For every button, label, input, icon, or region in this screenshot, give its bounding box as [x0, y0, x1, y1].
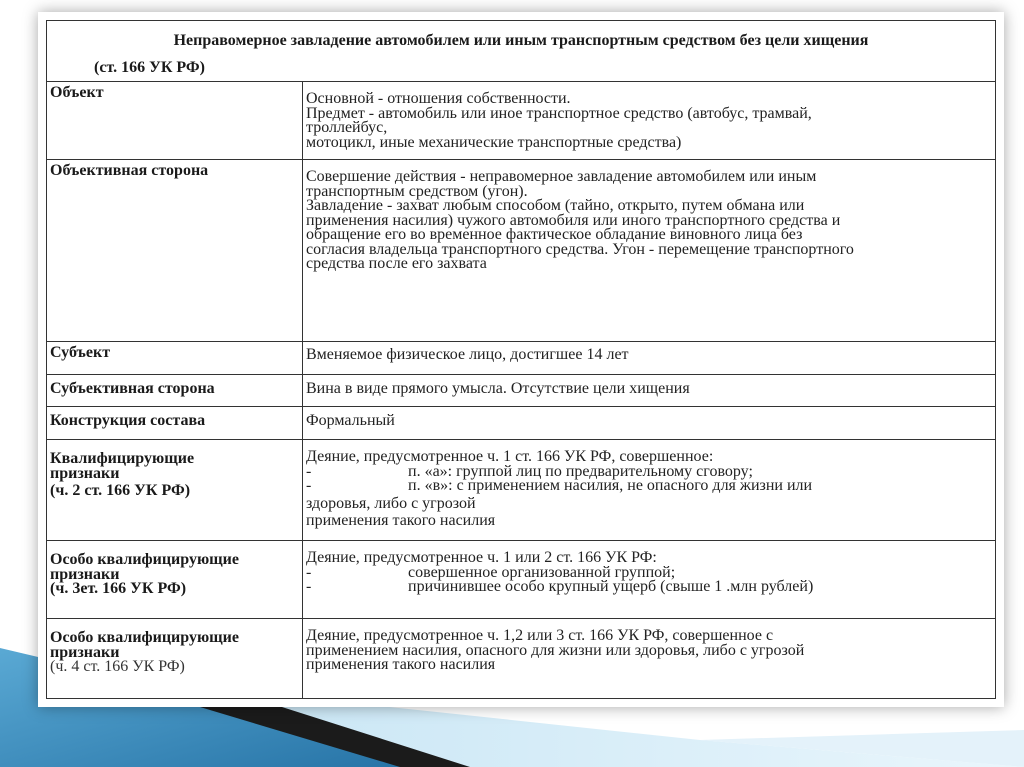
list-item: - причинившее особо крупный ущерб (свыше 1 .млн рублей): [306, 578, 814, 595]
row-value: Деяние, предусмотренное ч. 1 ст. 166 УК РФ, совершенное: - п. «а»: группой лиц по предварительному сговору; - п. «в»: с применением насилия, не опасного для жизни или здоровья, либо с угрозой применения такого насилия: [303, 440, 996, 541]
row-value: Формальный: [303, 407, 996, 440]
row-value: Деяние, предусмотренное ч. 1 или 2 ст. 166 УК РФ: - совершенное организованной группой; - причинившее особо крупный ущерб (свыше 1 .млн рублей): [303, 541, 996, 619]
row-value: Основной - отношения собственности. Предмет - автомобиль или иное транспортное средство (автобус, трамвай, троллейбус, мотоцикл, иные механические транспортные средства): [303, 82, 996, 160]
table-row-subject: [47, 342, 996, 375]
table-title: [47, 21, 996, 82]
row-value: Деяние, предусмотренное ч. 1,2 или 3 ст. 166 УК РФ, совершенное с применением насилия, опасного для жизни или здоровья, либо с угрозой применения такого насилия: [303, 619, 996, 699]
table-row-object: [47, 82, 996, 160]
row-label: Субъективная сторона: [47, 375, 303, 407]
row-label: Объект: [47, 82, 303, 160]
row-label: Субъект: [47, 342, 303, 375]
table-row-objective-side: [47, 160, 996, 342]
list-item: - п. «в»: с применением насилия, не опасного для жизни или: [306, 477, 813, 494]
row-value: Совершение действия - неправомерное завладение автомобилем или иным транспортным средством (угон). Завладение - захват любым способом (тайно, открыто, путем обмана или применения насилия) чужого автомобиля или иного транспортного средства и обращение его во временное фактическое обладание виновного лица без согласия владельца транспортного средства. Угон - перемещение транспортного средства после его захвата: [303, 160, 996, 342]
title-line-1: Неправомерное завладение автомобилем или иным транспортным средством без цели хищения: [173, 32, 869, 49]
row-label: Объективная сторона: [47, 160, 303, 342]
table-row-especially-qualifying-4: [47, 619, 996, 699]
row-label: Конструкция состава: [47, 407, 303, 440]
table-row-subjective-side: [47, 375, 996, 407]
table-row-construction: [47, 407, 996, 440]
table-row-qualifying-features: [47, 440, 996, 541]
title-line-2: (ст. 166 УК РФ): [94, 59, 205, 76]
list-item: - совершенное организованной группой;: [306, 563, 676, 581]
table-row-especially-qualifying-3: [47, 541, 996, 619]
row-label: Особо квалифицирующие признаки (ч. 3ет. 166 УК РФ): [47, 541, 303, 619]
table-title-row: [47, 21, 996, 82]
row-value: Вменяемое физическое лицо, достигшее 14 лет: [303, 342, 996, 375]
crime-elements-table: [46, 20, 996, 699]
list-item: - п. «а»: группой лиц по предварительному сговору;: [306, 462, 753, 480]
row-label: Особо квалифицирующие признаки (ч. 4 ст. 166 УК РФ): [47, 619, 303, 699]
row-label: Квалифицирующие признаки (ч. 2 ст. 166 УК РФ): [47, 440, 303, 541]
row-value: Вина в виде прямого умысла. Отсутствие цели хищения: [303, 375, 996, 407]
